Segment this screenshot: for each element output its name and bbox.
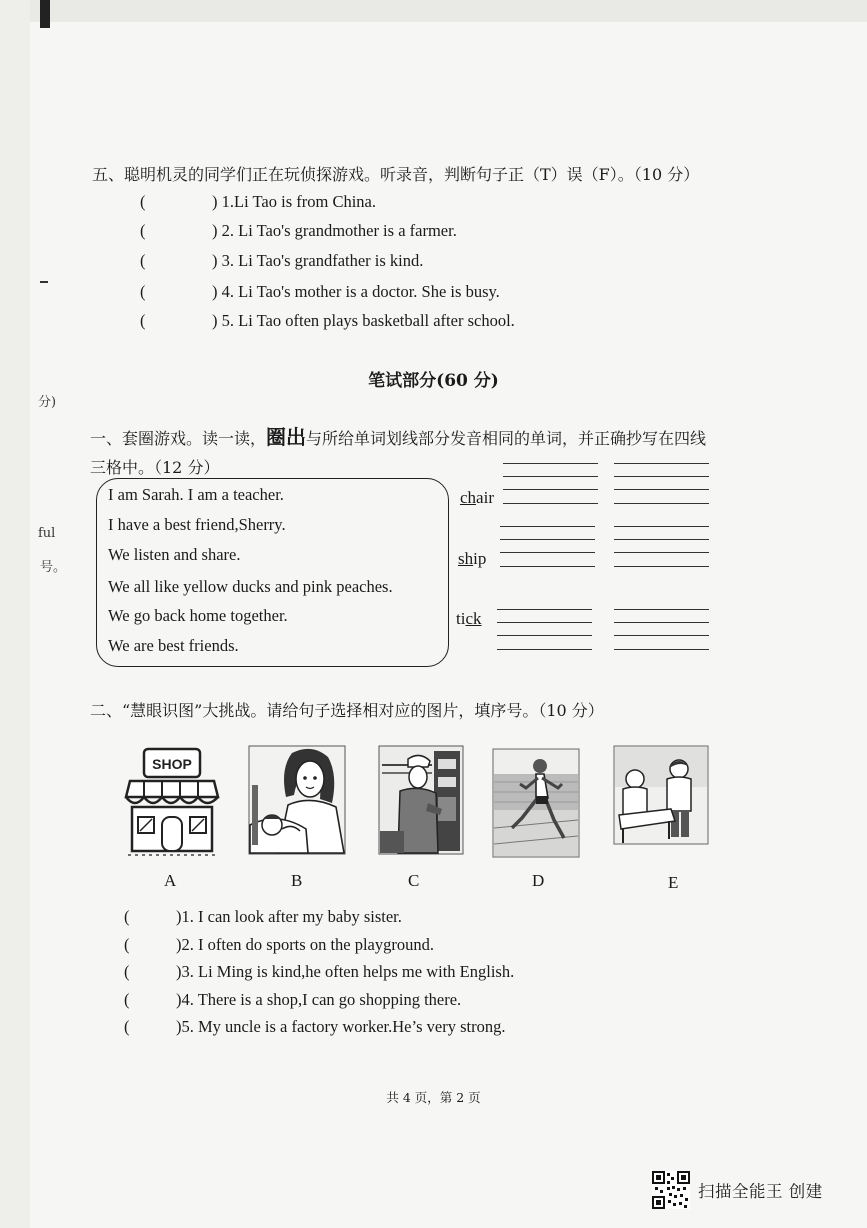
poem-line: We listen and share.: [108, 545, 241, 564]
item-text: )4. There is a shop,I can go shopping there.: [176, 990, 462, 1009]
answer-paren[interactable]: (: [140, 221, 146, 240]
item-text: ) 2. Li Tao's grandmother is a farmer.: [212, 221, 457, 240]
picture-label: E: [668, 873, 679, 892]
part-2-item: [124, 990, 461, 1010]
margin-fragment: 分): [38, 395, 57, 410]
picture-label: B: [291, 871, 303, 890]
answer-paren[interactable]: (: [124, 935, 130, 954]
item-text: ) 1.Li Tao is from China.: [212, 192, 376, 211]
item-text: ) 4. Li Tao's mother is a doctor. She is busy.: [212, 282, 500, 301]
section-5-item: [140, 282, 500, 302]
answer-paren[interactable]: (: [124, 962, 130, 981]
four-line-grid[interactable]: [614, 526, 709, 566]
four-line-grid[interactable]: [614, 609, 709, 649]
poem-line: We go back home together.: [108, 606, 288, 625]
part-2-item: [124, 907, 402, 927]
shop-sign-text: SHOP: [152, 756, 192, 772]
mother-baby-picture: [248, 745, 346, 855]
watermark-text: 扫描全能王 创建: [698, 1182, 823, 1201]
answer-paren[interactable]: (: [140, 311, 146, 330]
item-text: )5. My uncle is a factory worker.He’s very strong.: [176, 1017, 506, 1036]
poem-line: We are best friends.: [108, 636, 239, 655]
four-line-grid[interactable]: [500, 526, 595, 566]
item-text: )2. I often do sports on the playground.: [176, 935, 434, 954]
shop-picture: [124, 745, 220, 857]
section-5-item: [140, 251, 423, 271]
given-word-chair: chair: [460, 488, 494, 507]
part-1-title: 一、套圈游戏。读一读，圈出与所给单词划线部分发音相同的单词，并正确抄写在四线: [90, 425, 707, 449]
item-text: ) 5. Li Tao often plays basketball after school.: [212, 311, 515, 330]
factory-worker-picture: [378, 745, 464, 855]
answer-paren[interactable]: (: [140, 192, 146, 211]
picture-label: D: [532, 871, 545, 890]
running-picture: [492, 748, 580, 858]
answer-paren[interactable]: (: [124, 990, 130, 1009]
section-5-item: [140, 311, 515, 331]
answer-paren[interactable]: (: [124, 1017, 130, 1036]
part-2-item: [124, 935, 434, 955]
section-5-title: 五、聪明机灵的同学们正在玩侦探游戏。听录音，判断句子正（T）误（F）。（10 分）: [92, 165, 700, 184]
answer-paren[interactable]: (: [140, 251, 146, 270]
answer-paren[interactable]: (: [140, 282, 146, 301]
item-text: )1. I can look after my baby sister.: [176, 907, 402, 926]
classmates-picture: [613, 745, 709, 845]
poem-line: We all like yellow ducks and pink peaches.: [108, 577, 393, 596]
four-line-grid[interactable]: [503, 463, 598, 503]
section-5-item: [140, 221, 457, 241]
scanner-watermark: [652, 1171, 823, 1209]
page-number: 共 4 页，第 2 页: [386, 1090, 481, 1105]
section-5-item: [140, 192, 376, 212]
poem-line: I am Sarah. I am a teacher.: [108, 485, 284, 504]
margin-fragment: ful: [38, 526, 56, 541]
qr-code-icon: [652, 1171, 690, 1209]
part-2-title: 二、“慧眼识图”大挑战。请给句子选择相对应的图片，填序号。（10 分）: [90, 701, 604, 720]
picture-label: C: [408, 871, 420, 890]
written-part-title: 笔试部分(60 分): [368, 371, 499, 391]
item-text: ) 3. Li Tao's grandfather is kind.: [212, 251, 424, 270]
given-word-ship: ship: [458, 549, 487, 568]
poem-line: I have a best friend,Sherry.: [108, 515, 286, 534]
answer-paren[interactable]: (: [124, 907, 130, 926]
margin-fragment: 号。: [40, 560, 67, 575]
part-1-title-line2: 三格中。（12 分）: [90, 458, 220, 477]
four-line-grid[interactable]: [497, 609, 592, 649]
part-2-item: [124, 962, 514, 982]
picture-label: A: [164, 871, 177, 890]
four-line-grid[interactable]: [614, 463, 709, 503]
item-text: )3. Li Ming is kind,he often helps me with English.: [176, 962, 515, 981]
given-word-tick: tick: [456, 609, 482, 628]
part-2-item: [124, 1017, 505, 1037]
